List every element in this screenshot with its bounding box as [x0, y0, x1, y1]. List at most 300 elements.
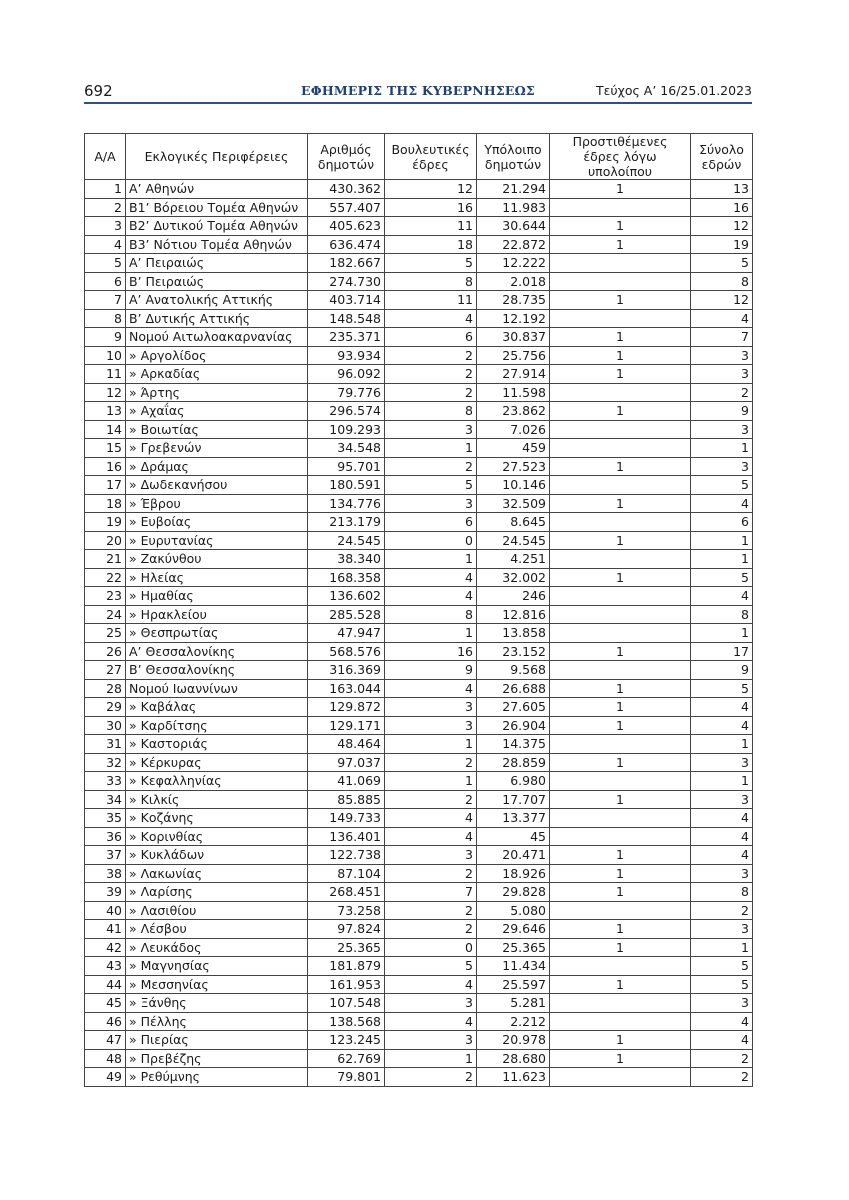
seat-allocation-table [84, 133, 753, 1087]
citizens-count: 25.365 [308, 938, 385, 957]
table-row [85, 735, 753, 754]
region-name: » Γρεβενών [126, 439, 308, 458]
column-header-total: Σύνολο εδρών [691, 134, 753, 180]
citizens-count: 109.293 [308, 420, 385, 439]
region-name: » Ευβοίας [126, 513, 308, 532]
row-number: 16 [85, 457, 126, 476]
seats-count: 3 [385, 420, 477, 439]
citizens-count: 138.568 [308, 1012, 385, 1031]
added-seats [550, 439, 691, 458]
seats-count: 4 [385, 587, 477, 606]
total-seats: 1 [691, 735, 753, 754]
seats-count: 4 [385, 827, 477, 846]
citizens-count: 95.701 [308, 457, 385, 476]
added-seats: 1 [550, 328, 691, 347]
citizens-count: 97.824 [308, 920, 385, 939]
citizens-count: 403.714 [308, 291, 385, 310]
added-seats [550, 605, 691, 624]
table-row [85, 217, 753, 236]
row-number: 22 [85, 568, 126, 587]
total-seats: 3 [691, 920, 753, 939]
row-number: 42 [85, 938, 126, 957]
table-row [85, 975, 753, 994]
citizens-count: 316.369 [308, 661, 385, 680]
citizens-count: 93.934 [308, 346, 385, 365]
table-row [85, 272, 753, 291]
row-number: 27 [85, 661, 126, 680]
table-row [85, 494, 753, 513]
table-row [85, 1049, 753, 1068]
table-row [85, 346, 753, 365]
column-header-region: Εκλογικές Περιφέρειες [126, 134, 308, 180]
region-name: » Κεφαλληνίας [126, 772, 308, 791]
total-seats: 5 [691, 957, 753, 976]
row-number: 49 [85, 1068, 126, 1087]
remainder-count: 8.645 [477, 513, 550, 532]
row-number: 30 [85, 716, 126, 735]
seats-count: 4 [385, 809, 477, 828]
remainder-count: 25.597 [477, 975, 550, 994]
seats-count: 2 [385, 365, 477, 384]
row-number: 41 [85, 920, 126, 939]
remainder-count: 20.471 [477, 846, 550, 865]
citizens-count: 636.474 [308, 235, 385, 254]
table-row [85, 180, 753, 199]
column-header-remainder: Υπόλοιπο δημοτών [477, 134, 550, 180]
row-number: 23 [85, 587, 126, 606]
added-seats: 1 [550, 291, 691, 310]
total-seats: 8 [691, 883, 753, 902]
table-row [85, 790, 753, 809]
citizens-count: 148.548 [308, 309, 385, 328]
remainder-count: 11.983 [477, 198, 550, 217]
remainder-count: 11.434 [477, 957, 550, 976]
total-seats: 5 [691, 254, 753, 273]
table-row [85, 439, 753, 458]
citizens-count: 38.340 [308, 550, 385, 569]
added-seats: 1 [550, 531, 691, 550]
added-seats: 1 [550, 457, 691, 476]
remainder-count: 21.294 [477, 180, 550, 199]
remainder-count: 28.735 [477, 291, 550, 310]
citizens-count: 87.104 [308, 864, 385, 883]
remainder-count: 12.192 [477, 309, 550, 328]
row-number: 20 [85, 531, 126, 550]
seats-count: 2 [385, 753, 477, 772]
region-name: » Πιερίας [126, 1031, 308, 1050]
seats-count: 1 [385, 439, 477, 458]
seats-count: 6 [385, 328, 477, 347]
table-row [85, 846, 753, 865]
added-seats [550, 476, 691, 495]
gazette-title: ΕΦΗΜΕΡΙΣ ΤΗΣ ΚΥΒΕΡΝΗΣΕΩΣ [301, 83, 535, 98]
added-seats: 1 [550, 790, 691, 809]
citizens-count: 568.576 [308, 642, 385, 661]
citizens-count: 182.667 [308, 254, 385, 273]
table-row [85, 753, 753, 772]
row-number: 45 [85, 994, 126, 1013]
table-row [85, 587, 753, 606]
total-seats: 4 [691, 846, 753, 865]
citizens-count: 79.801 [308, 1068, 385, 1087]
added-seats: 1 [550, 346, 691, 365]
citizens-count: 161.953 [308, 975, 385, 994]
total-seats: 9 [691, 661, 753, 680]
seats-count: 3 [385, 698, 477, 717]
remainder-count: 28.680 [477, 1049, 550, 1068]
remainder-count: 27.523 [477, 457, 550, 476]
row-number: 37 [85, 846, 126, 865]
remainder-count: 27.914 [477, 365, 550, 384]
remainder-count: 20.978 [477, 1031, 550, 1050]
remainder-count: 32.002 [477, 568, 550, 587]
total-seats: 4 [691, 716, 753, 735]
row-number: 44 [85, 975, 126, 994]
header-rule [84, 102, 752, 104]
row-number: 9 [85, 328, 126, 347]
row-number: 8 [85, 309, 126, 328]
seats-count: 1 [385, 1049, 477, 1068]
total-seats: 8 [691, 605, 753, 624]
page-number: 692 [84, 82, 113, 100]
region-name: » Αχαΐας [126, 402, 308, 421]
seats-count: 3 [385, 994, 477, 1013]
table-row [85, 291, 753, 310]
added-seats [550, 901, 691, 920]
remainder-count: 5.080 [477, 901, 550, 920]
total-seats: 3 [691, 994, 753, 1013]
total-seats: 13 [691, 180, 753, 199]
total-seats: 12 [691, 217, 753, 236]
table-row [85, 531, 753, 550]
region-name: Β1’ Βόρειου Τομέα Αθηνών [126, 198, 308, 217]
table-row [85, 698, 753, 717]
table-row [85, 198, 753, 217]
added-seats [550, 1068, 691, 1087]
citizens-count: 405.623 [308, 217, 385, 236]
row-number: 43 [85, 957, 126, 976]
row-number: 28 [85, 679, 126, 698]
issue-reference: Τεύχος Α’ 16/25.01.2023 [596, 83, 752, 98]
total-seats: 4 [691, 309, 753, 328]
region-name: Α’ Πειραιώς [126, 254, 308, 273]
total-seats: 2 [691, 383, 753, 402]
seats-count: 8 [385, 605, 477, 624]
added-seats: 1 [550, 1031, 691, 1050]
added-seats: 1 [550, 716, 691, 735]
added-seats [550, 994, 691, 1013]
seats-count: 11 [385, 217, 477, 236]
seats-count: 5 [385, 254, 477, 273]
table-row [85, 883, 753, 902]
citizens-count: 24.545 [308, 531, 385, 550]
total-seats: 5 [691, 679, 753, 698]
table-row [85, 938, 753, 957]
remainder-count: 12.222 [477, 254, 550, 273]
added-seats [550, 772, 691, 791]
region-name: » Βοιωτίας [126, 420, 308, 439]
added-seats: 1 [550, 1049, 691, 1068]
added-seats: 1 [550, 864, 691, 883]
added-seats [550, 624, 691, 643]
citizens-count: 41.069 [308, 772, 385, 791]
added-seats [550, 957, 691, 976]
table-row [85, 365, 753, 384]
row-number: 35 [85, 809, 126, 828]
seats-count: 1 [385, 624, 477, 643]
table-row [85, 679, 753, 698]
table-row [85, 642, 753, 661]
added-seats [550, 550, 691, 569]
row-number: 40 [85, 901, 126, 920]
region-name: » Κέρκυρας [126, 753, 308, 772]
added-seats [550, 198, 691, 217]
row-number: 36 [85, 827, 126, 846]
row-number: 5 [85, 254, 126, 273]
added-seats [550, 309, 691, 328]
total-seats: 4 [691, 809, 753, 828]
row-number: 14 [85, 420, 126, 439]
table-row [85, 772, 753, 791]
citizens-count: 268.451 [308, 883, 385, 902]
total-seats: 2 [691, 1049, 753, 1068]
citizens-count: 62.769 [308, 1049, 385, 1068]
table-row [85, 994, 753, 1013]
remainder-count: 6.980 [477, 772, 550, 791]
citizens-count: 129.872 [308, 698, 385, 717]
row-number: 24 [85, 605, 126, 624]
region-name: » Ρεθύμνης [126, 1068, 308, 1087]
added-seats [550, 1012, 691, 1031]
citizens-count: 557.407 [308, 198, 385, 217]
row-number: 19 [85, 513, 126, 532]
total-seats: 12 [691, 291, 753, 310]
seats-count: 7 [385, 883, 477, 902]
seats-count: 3 [385, 846, 477, 865]
citizens-count: 235.371 [308, 328, 385, 347]
region-name: Β’ Θεσσαλονίκης [126, 661, 308, 680]
citizens-count: 296.574 [308, 402, 385, 421]
added-seats [550, 587, 691, 606]
seats-count: 3 [385, 494, 477, 513]
total-seats: 8 [691, 272, 753, 291]
added-seats: 1 [550, 753, 691, 772]
total-seats: 4 [691, 494, 753, 513]
added-seats: 1 [550, 975, 691, 994]
region-name: » Λακωνίας [126, 864, 308, 883]
added-seats: 1 [550, 180, 691, 199]
table-row [85, 901, 753, 920]
total-seats: 2 [691, 1068, 753, 1087]
region-name: » Πρεβέζης [126, 1049, 308, 1068]
region-name: » Πέλλης [126, 1012, 308, 1031]
citizens-count: 134.776 [308, 494, 385, 513]
table-header-row [85, 134, 753, 180]
seats-count: 2 [385, 1068, 477, 1087]
remainder-count: 26.904 [477, 716, 550, 735]
total-seats: 2 [691, 901, 753, 920]
region-name: Α’ Αθηνών [126, 180, 308, 199]
citizens-count: 285.528 [308, 605, 385, 624]
column-header-added-seats: Προστιθέμενες έδρες λόγω υπολοίπου [550, 134, 691, 180]
region-name: » Καρδίτσης [126, 716, 308, 735]
row-number: 4 [85, 235, 126, 254]
region-name: » Αργολίδος [126, 346, 308, 365]
total-seats: 4 [691, 1031, 753, 1050]
region-name: Νομού Αιτωλοακαρνανίας [126, 328, 308, 347]
total-seats: 19 [691, 235, 753, 254]
seats-count: 11 [385, 291, 477, 310]
seats-count: 4 [385, 1012, 477, 1031]
remainder-count: 11.598 [477, 383, 550, 402]
citizens-count: 122.738 [308, 846, 385, 865]
remainder-count: 11.623 [477, 1068, 550, 1087]
added-seats: 1 [550, 235, 691, 254]
remainder-count: 14.375 [477, 735, 550, 754]
total-seats: 1 [691, 624, 753, 643]
region-name: » Δράμας [126, 457, 308, 476]
added-seats [550, 254, 691, 273]
row-number: 3 [85, 217, 126, 236]
total-seats: 5 [691, 568, 753, 587]
total-seats: 3 [691, 420, 753, 439]
remainder-count: 12.816 [477, 605, 550, 624]
row-number: 15 [85, 439, 126, 458]
seats-count: 3 [385, 1031, 477, 1050]
remainder-count: 29.828 [477, 883, 550, 902]
seats-count: 16 [385, 642, 477, 661]
added-seats [550, 809, 691, 828]
row-number: 13 [85, 402, 126, 421]
row-number: 29 [85, 698, 126, 717]
region-name: » Δωδεκανήσου [126, 476, 308, 495]
row-number: 47 [85, 1031, 126, 1050]
region-name: Β2’ Δυτικού Τομέα Αθηνών [126, 217, 308, 236]
citizens-count: 181.879 [308, 957, 385, 976]
table-row [85, 550, 753, 569]
row-number: 31 [85, 735, 126, 754]
total-seats: 3 [691, 346, 753, 365]
seats-count: 2 [385, 901, 477, 920]
remainder-count: 4.251 [477, 550, 550, 569]
seats-count: 4 [385, 309, 477, 328]
row-number: 1 [85, 180, 126, 199]
table-row [85, 1031, 753, 1050]
citizens-count: 96.092 [308, 365, 385, 384]
seats-count: 2 [385, 920, 477, 939]
table-row [85, 957, 753, 976]
seats-count: 2 [385, 790, 477, 809]
citizens-count: 34.548 [308, 439, 385, 458]
citizens-count: 136.602 [308, 587, 385, 606]
row-number: 10 [85, 346, 126, 365]
table-row [85, 420, 753, 439]
total-seats: 3 [691, 790, 753, 809]
row-number: 33 [85, 772, 126, 791]
citizens-count: 107.548 [308, 994, 385, 1013]
citizens-count: 168.358 [308, 568, 385, 587]
seats-count: 16 [385, 198, 477, 217]
added-seats: 1 [550, 642, 691, 661]
citizens-count: 47.947 [308, 624, 385, 643]
seats-count: 5 [385, 957, 477, 976]
table-row [85, 1068, 753, 1087]
remainder-count: 29.646 [477, 920, 550, 939]
total-seats: 9 [691, 402, 753, 421]
total-seats: 4 [691, 1012, 753, 1031]
citizens-count: 274.730 [308, 272, 385, 291]
row-number: 25 [85, 624, 126, 643]
added-seats [550, 420, 691, 439]
remainder-count: 2.018 [477, 272, 550, 291]
added-seats: 1 [550, 846, 691, 865]
table-row [85, 328, 753, 347]
column-header-citizens: Αριθμός δημοτών [308, 134, 385, 180]
remainder-count: 25.756 [477, 346, 550, 365]
total-seats: 4 [691, 827, 753, 846]
table-body [85, 180, 753, 1087]
total-seats: 4 [691, 698, 753, 717]
remainder-count: 17.707 [477, 790, 550, 809]
remainder-count: 459 [477, 439, 550, 458]
row-number: 26 [85, 642, 126, 661]
table-row [85, 513, 753, 532]
table-row [85, 235, 753, 254]
added-seats: 1 [550, 494, 691, 513]
added-seats: 1 [550, 679, 691, 698]
remainder-count: 22.872 [477, 235, 550, 254]
region-name: » Θεσπρωτίας [126, 624, 308, 643]
total-seats: 1 [691, 531, 753, 550]
seats-count: 2 [385, 864, 477, 883]
row-number: 39 [85, 883, 126, 902]
citizens-count: 149.733 [308, 809, 385, 828]
page-header [84, 82, 752, 104]
remainder-count: 23.862 [477, 402, 550, 421]
region-name: Νομού Ιωαννίνων [126, 679, 308, 698]
region-name: » Έβρου [126, 494, 308, 513]
total-seats: 5 [691, 476, 753, 495]
remainder-count: 28.859 [477, 753, 550, 772]
total-seats: 16 [691, 198, 753, 217]
total-seats: 1 [691, 772, 753, 791]
row-number: 12 [85, 383, 126, 402]
region-name: » Κιλκίς [126, 790, 308, 809]
added-seats [550, 513, 691, 532]
table-row [85, 864, 753, 883]
seats-count: 18 [385, 235, 477, 254]
region-name: » Λέσβου [126, 920, 308, 939]
remainder-count: 25.365 [477, 938, 550, 957]
seats-count: 1 [385, 735, 477, 754]
added-seats: 1 [550, 217, 691, 236]
remainder-count: 30.644 [477, 217, 550, 236]
region-name: » Ηρακλείου [126, 605, 308, 624]
table-row [85, 809, 753, 828]
table-row [85, 1012, 753, 1031]
region-name: » Κοζάνης [126, 809, 308, 828]
seats-count: 1 [385, 550, 477, 569]
table-row [85, 383, 753, 402]
total-seats: 3 [691, 864, 753, 883]
citizens-count: 213.179 [308, 513, 385, 532]
remainder-count: 30.837 [477, 328, 550, 347]
total-seats: 4 [691, 587, 753, 606]
region-name: » Κυκλάδων [126, 846, 308, 865]
row-number: 34 [85, 790, 126, 809]
table-row [85, 716, 753, 735]
seats-count: 6 [385, 513, 477, 532]
